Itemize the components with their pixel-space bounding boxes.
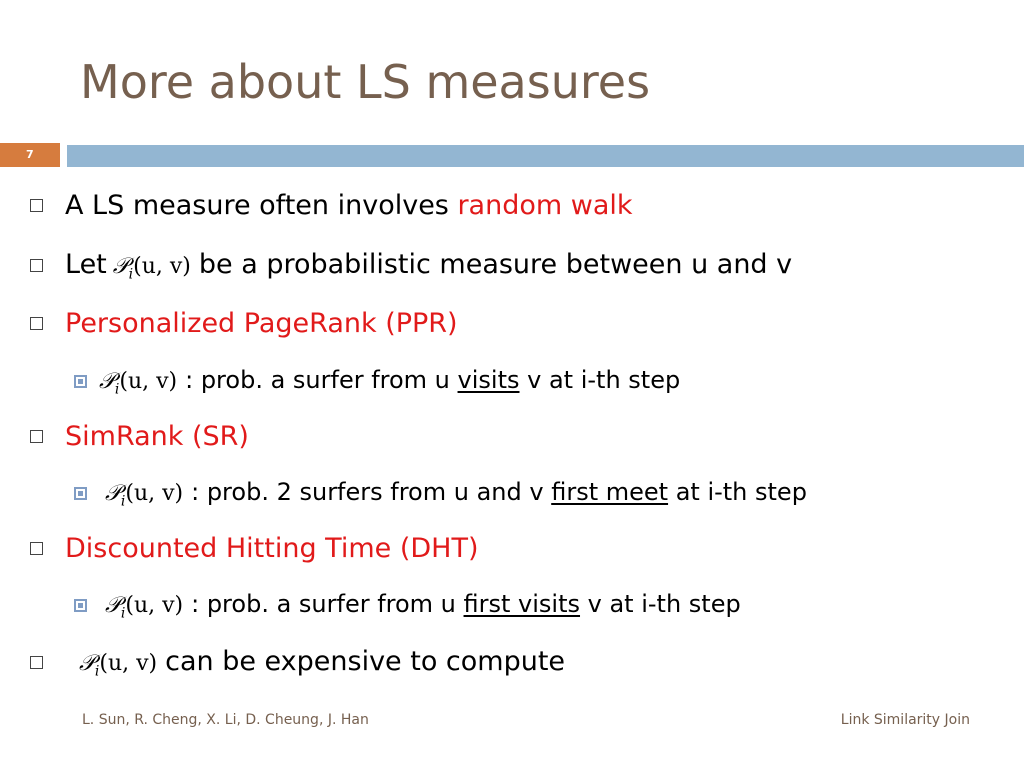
sub-bullet-icon	[74, 487, 87, 500]
bullet-simrank	[30, 421, 249, 452]
bullet-text: SimRank (SR)	[65, 421, 249, 452]
math-p-i-uv: 𝒫$_i$(u, v)	[79, 651, 158, 680]
square-bullet-icon	[30, 259, 43, 272]
bullet-ppr	[30, 308, 458, 339]
header-bar	[67, 145, 1024, 167]
bullet-text-post: can be expensive to compute	[165, 646, 566, 677]
underlined-first-meet: first meet	[551, 478, 669, 506]
math-p-i-uv: 𝒫$_i$(u, v)	[99, 369, 178, 398]
bullet-let-measure	[30, 249, 792, 282]
bullet-text: A LS measure often involves	[65, 190, 458, 221]
bullet-text-post: be a probabilistic measure between u and v	[198, 249, 793, 280]
sub-bullet-text-post: v at i-th step	[580, 590, 741, 618]
sub-bullet-ppr-def	[74, 366, 680, 397]
bullet-random-walk	[30, 190, 633, 221]
math-p-i-uv: 𝒫$_i$(u, v)	[112, 254, 191, 283]
sub-bullet-text-pre: : prob. a surfer from u	[185, 366, 458, 394]
sub-bullet-text-pre: : prob. 2 surfers from u and v	[191, 478, 552, 506]
math-p-i-uv: 𝒫$_i$(u, v)	[105, 481, 184, 510]
bullet-text: Discounted Hitting Time (DHT)	[65, 533, 479, 564]
sub-bullet-text-post: v at i-th step	[519, 366, 681, 394]
underlined-first-visits: first visits	[463, 590, 581, 618]
square-bullet-icon	[30, 430, 43, 443]
underlined-visits: visits	[457, 366, 520, 394]
slide-title: More about LS measures	[80, 55, 651, 109]
square-bullet-icon	[30, 542, 43, 555]
bullet-text: Personalized PageRank (PPR)	[65, 308, 458, 339]
sub-bullet-dht-def	[74, 590, 741, 621]
bullet-text-pre: Let	[65, 249, 107, 280]
square-bullet-icon	[30, 199, 43, 212]
bullet-dht	[30, 533, 479, 564]
bullet-expensive	[30, 646, 565, 679]
slide-number: 7	[0, 143, 60, 167]
sub-bullet-text-pre: : prob. a surfer from u	[191, 590, 464, 618]
sub-bullet-icon	[74, 375, 87, 388]
footer-topic: Link Similarity Join	[840, 712, 970, 728]
sub-bullet-text-post: at i-th step	[668, 478, 807, 506]
sub-bullet-sr-def	[74, 478, 807, 509]
square-bullet-icon	[30, 656, 43, 669]
footer-authors: L. Sun, R. Cheng, X. Li, D. Cheung, J. Han	[82, 712, 369, 728]
sub-bullet-icon	[74, 599, 87, 612]
math-p-i-uv: 𝒫$_i$(u, v)	[105, 593, 184, 622]
highlight-random-walk: random walk	[457, 190, 633, 221]
square-bullet-icon	[30, 317, 43, 330]
